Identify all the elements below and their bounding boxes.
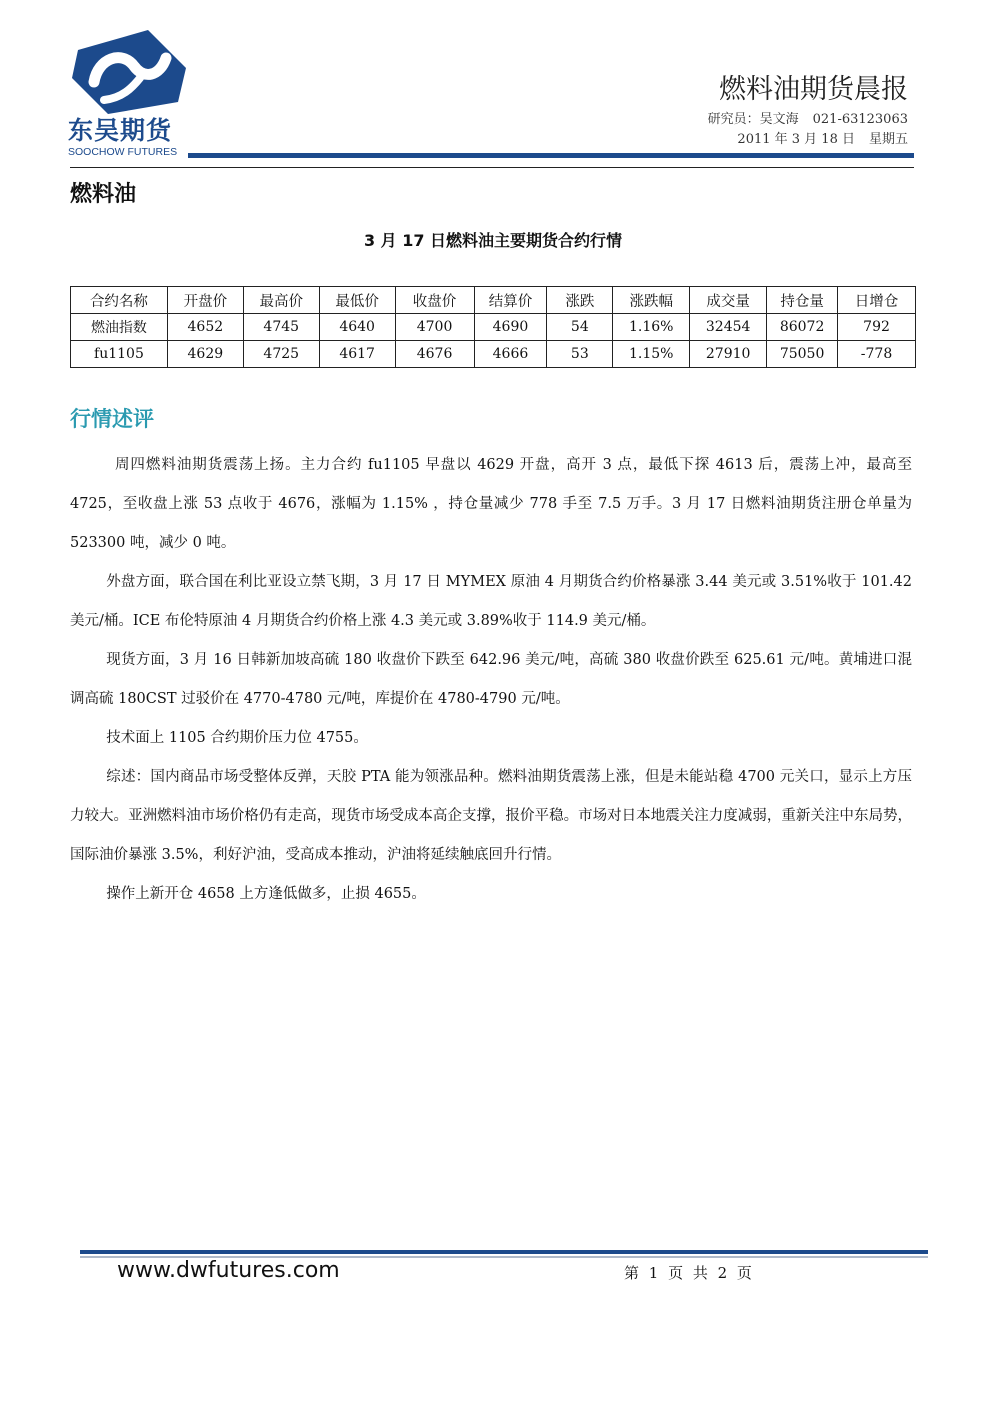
table-cell: 53 <box>547 341 613 368</box>
quote-table <box>70 286 916 368</box>
table-cell: 75050 <box>767 341 838 368</box>
company-logo <box>68 28 190 160</box>
page-number: 第 1 页 共 2 页 <box>624 1264 752 1282</box>
column-header: 最高价 <box>243 287 319 314</box>
brand-name-cn: 东吴期货 <box>68 116 173 145</box>
table-cell: fu1105 <box>71 341 168 368</box>
table-header-row <box>71 287 916 314</box>
table-cell: 1.15% <box>613 341 690 368</box>
report-title: 燃料油期货晨报 <box>719 74 908 105</box>
paragraph: 技术面上 1105 合约期价压力位 4755。 <box>106 730 368 746</box>
table-cell: 4745 <box>243 314 319 341</box>
table-cell: 86072 <box>767 314 838 341</box>
table-cell: 4652 <box>167 314 243 341</box>
column-header: 成交量 <box>690 287 767 314</box>
footer-divider-blue <box>80 1250 928 1254</box>
table-cell: 4676 <box>395 341 474 368</box>
table-cell: 燃油指数 <box>71 314 168 341</box>
table-row <box>71 314 916 341</box>
report-date-line <box>737 131 908 149</box>
table-cell: 4629 <box>167 341 243 368</box>
column-header: 涨跌幅 <box>613 287 690 314</box>
table-cell: 4690 <box>474 314 547 341</box>
section-title: 燃料油 <box>70 182 137 207</box>
footer-website-link[interactable]: www.dwfutures.com <box>117 1258 340 1283</box>
column-header: 合约名称 <box>71 287 168 314</box>
column-header: 涨跌 <box>547 287 613 314</box>
paragraph: 综述：国内商品市场受整体反弹，天胶 PTA 能为领涨品种。燃料油期货震荡上涨，但是未能站稳 4700 元关口，显示上方压力较大。亚洲燃料油市场价格仍有走高，现货市场受成本高企支撑，报价平稳。市场对日本地震关注力度减弱，重新关注中东局势，国际油价暴涨 3.5%，利好沪油，受高成本推动，沪油将延续触底回升行情。 <box>70 769 912 863</box>
header-divider-blue <box>188 153 914 158</box>
review-title: 行情述评 <box>70 407 154 431</box>
report-date: 2011 年 3 月 18 日 <box>737 132 855 147</box>
paragraph: 外盘方面，联合国在利比亚设立禁飞期，3 月 17 日 MYMEX 原油 4 月期货合约价格暴涨 3.44 美元或 3.51%收于 101.42 美元/桶。ICE 布伦特原油 4 月期货合约价格上涨 4.3 美元或 3.89%收于 114.9 美元/桶。 <box>70 574 912 629</box>
table-cell: 54 <box>547 314 613 341</box>
s-wave-logo-icon <box>68 28 190 116</box>
report-weekday: 星期五 <box>868 132 908 147</box>
column-header: 日增仓 <box>838 287 916 314</box>
table-cell: 4640 <box>319 314 395 341</box>
quote-table-title: 3 月 17 日燃料油主要期货合约行情 <box>363 231 623 250</box>
table-cell: 1.16% <box>613 314 690 341</box>
table-cell: 4700 <box>395 314 474 341</box>
table-cell: 32454 <box>690 314 767 341</box>
column-header: 开盘价 <box>167 287 243 314</box>
researcher-line <box>708 111 908 129</box>
researcher-phone: 021-63123063 <box>812 112 908 127</box>
table-cell: 4725 <box>243 341 319 368</box>
header-divider-thin <box>70 167 914 168</box>
column-header: 收盘价 <box>395 287 474 314</box>
column-header: 结算价 <box>474 287 547 314</box>
paragraph: 操作上新开仓 4658 上方逢低做多，止损 4655。 <box>106 886 426 902</box>
table-row <box>71 341 916 368</box>
brand-name-en: SOOCHOW FUTURES <box>68 146 178 158</box>
table-cell: 4617 <box>319 341 395 368</box>
column-header: 最低价 <box>319 287 395 314</box>
table-cell: 4666 <box>474 341 547 368</box>
table-cell: -778 <box>838 341 916 368</box>
table-cell: 27910 <box>690 341 767 368</box>
column-header: 持仓量 <box>767 287 838 314</box>
review-body <box>70 446 912 914</box>
table-cell: 792 <box>838 314 916 341</box>
paragraph: 现货方面，3 月 16 日韩新加坡高硫 180 收盘价下跌至 642.96 美元/吨，高硫 380 收盘价跌至 625.61 元/吨。黄埔进口混调高硫 180CST 过驳价在 4770-4780 元/吨，库提价在 4780-4790 元/吨。 <box>70 652 912 707</box>
researcher-name: 研究员：吴文海 <box>707 112 799 127</box>
paragraph: 周四燃料油期货震荡上扬。主力合约 fu1105 早盘以 4629 开盘，高开 3 点，最低下探 4613 后，震荡上冲，最高至 4725，至收盘上涨 53 点收于 4676，涨幅为 1.15% ，持仓量减少 778 手至 7.5 万手。3 月 17 日燃料油期货注册仓单量为 523300 吨，减少 0 吨。 <box>70 457 912 551</box>
